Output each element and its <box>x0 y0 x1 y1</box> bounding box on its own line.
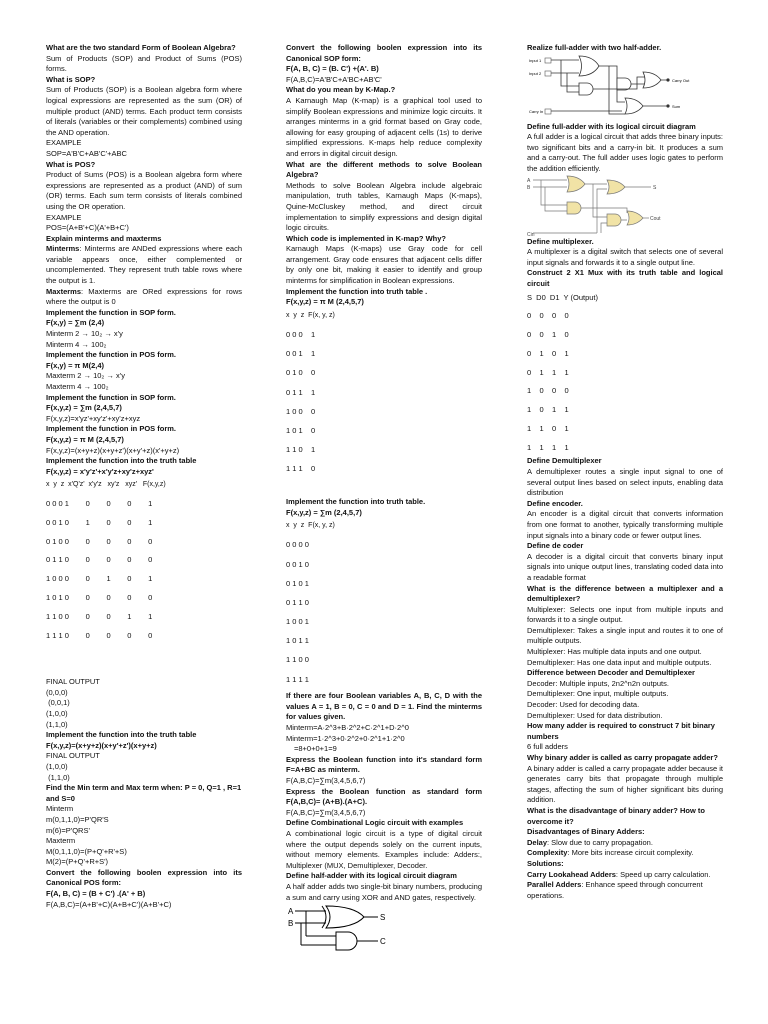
term-text: : More bits increase circuit complexity. <box>567 848 694 858</box>
full-adder-diagram <box>527 175 723 237</box>
question: Implement the function into truth table . <box>286 286 428 296</box>
answer: Multiplexer: Has multiple data inputs and one output. <box>527 647 702 657</box>
table-row: 1 1 1 0 0 0 0 0 <box>46 630 153 640</box>
column-1 <box>46 43 242 910</box>
input2-label: Input 2 <box>529 70 542 76</box>
term-text: : Slow due to carry propagation. <box>547 837 653 847</box>
step: F(A,B,C)=A'B'C+A'BC+AB'C' <box>286 74 382 84</box>
table-row: 0 1 1 1 <box>527 367 569 377</box>
step: Minterm=1·2^3+0·2^2+0·2^1+1·2^0 <box>286 733 405 743</box>
truth-table-header: x y z F(x, y, z) <box>286 311 335 319</box>
example: SOP=A'B'C+AB'C'+ABC <box>46 148 127 158</box>
sum-label: Sum <box>672 103 681 109</box>
step: Maxterm 2 → 10₂ → x'y <box>46 371 125 381</box>
final-item: (1,1,0) <box>46 719 68 729</box>
step: F(A,B,C)=(A+B'+C)(A+B+C')(A+B'+C) <box>46 899 172 909</box>
answer: A Karnaugh Map (K-map) is a graphical tool used to simplify Boolean expressions and minimize logic circuits. It arranges minterms in a grid format based on Gray code, allowing for easy grouping of adjacent cells (1s) to derive simplified expressions. K-maps help reduce complexity and errors in digital circuit design. <box>286 95 482 158</box>
answer: Demultiplexer: Takes a single input and routes it to one of multiple outputs. <box>527 625 723 646</box>
answer: An encoder is a digital circuit that converts information from one format to another, typically transforming multiple input signals into a binary code or fewer output lines. <box>527 509 723 540</box>
function: F(x,y) = π M(2,4) <box>46 360 105 370</box>
table-row: 1 1 0 0 <box>286 655 309 665</box>
truth-table <box>286 330 482 475</box>
example-label: EXAMPLE <box>46 212 82 222</box>
step: Maxterm 4 → 100₂ <box>46 382 109 391</box>
question: Express the Boolean function into it's standard form F=A+BC as minterm. <box>286 754 482 775</box>
step: m(0,1,1,0)=P'QR'S <box>46 814 109 824</box>
table-row: 1 1 0 1 <box>527 424 569 433</box>
question: Define multiplexer. <box>527 236 594 246</box>
question: Convert the following boolen expression into its Canonical POS form: <box>46 867 242 888</box>
final-item: (1,0,0) <box>46 708 68 718</box>
step: F(A,B,C)=∑m(3,4,5,6,7) <box>286 775 366 785</box>
table-row: 1 0 0 1 <box>286 617 309 627</box>
table-row: 1 1 1 1 <box>286 674 309 684</box>
output-s-label: S <box>380 913 386 923</box>
step: Minterm 4 → 100₂ <box>46 339 107 349</box>
subheading: Solutions: <box>527 858 564 868</box>
answer: Demultiplexer: Has one data input and multiple outputs. <box>527 657 712 667</box>
question: What is SOP? <box>46 74 96 84</box>
answer: Decoder: Used for decoding data. <box>527 700 640 710</box>
xor-gate-icon <box>579 56 599 76</box>
question: Define de coder <box>527 541 584 551</box>
term-label: Parallel Adders <box>527 880 582 890</box>
table-row: 0 1 1 0 <box>286 597 309 607</box>
output-cout-label: Cout <box>650 215 661 222</box>
answer: A demultiplexer routes a single input signal to one of several output lines based on select inputs, enabling data distribution <box>527 466 723 498</box>
step: M(2)=(P+Q'+R+S') <box>46 857 109 867</box>
term-label: Maxterms <box>46 286 82 296</box>
answer: Demultiplexer: One input, multiple outputs. <box>527 689 669 699</box>
function: F(x,y,z) = π M (2,4,5,7) <box>286 297 364 307</box>
answer: Sum of Products (SOP) and Product of Sums (POS) forms. <box>46 53 242 74</box>
question: Express the Boolean function as standard form F(A,B,C)= (A+B).(A+C). <box>286 786 482 807</box>
table-row: 0 1 1 1 <box>286 387 316 397</box>
table-row: 0 0 0 1 <box>286 330 316 340</box>
carry-in-label: Carry In <box>529 108 544 114</box>
input-a-label: A <box>527 177 531 184</box>
half-adder-diagram <box>286 903 482 953</box>
table-row: 0 1 0 0 0 0 0 0 <box>46 536 153 546</box>
question: Define Demultiplexer <box>527 456 602 466</box>
table-row: 1 1 0 1 <box>286 445 316 455</box>
step: M(0,1,1,0)=(P+Q'+R'+S) <box>46 846 127 856</box>
final-item: (1,0,0) <box>46 761 68 771</box>
table-row: 1 0 1 0 0 0 0 0 <box>46 593 153 603</box>
question: What is the disadvantage of binary adder? How to overcome it? <box>527 805 705 826</box>
question: What are the two standard Form of Boolean Algebra? <box>46 43 236 52</box>
table-row: 0 0 1 0 <box>527 330 569 340</box>
table-row: 1 0 0 0 <box>286 406 316 416</box>
answer: Decoder: Multiple inputs, 2n2^n2n outputs. <box>527 678 669 688</box>
answer: A combinational logic circuit is a type of digital circuit where the output depends solely on the current inputs, without memory elements. Examples include: Adders:, Multiplexer (MUX, Demultiplexer, Decoder. <box>286 828 482 870</box>
step: F(A,B,C)=∑m(3,4,5,6,7) <box>286 807 366 817</box>
question: What are the different methods to solve Boolean Algebra? <box>286 159 482 180</box>
input1-label: Input 1 <box>529 57 542 63</box>
mux-truth-table <box>527 311 723 453</box>
function: F(x,y,z) = x'y'z'+x'y'z+xy'z+xyz' <box>46 466 154 476</box>
question: Difference between Decoder and Demultiplexer <box>527 668 695 678</box>
and-gate-icon <box>617 78 631 90</box>
answer: 6 full adders <box>527 742 568 752</box>
answer <box>527 838 723 849</box>
answer <box>527 880 723 901</box>
question: How many adder is required to construct 7 bit binary numbers <box>527 721 715 741</box>
answer: A decoder is a digital circuit that converts binary input signals into unique output lines, translating coded data into a readable format <box>527 551 723 582</box>
answer: A full adder is a logical circuit that adds three binary inputs: two significant bits and a carry-in bit. It produces a sum and a carry-out. The full adder uses logic gates to perform the addition efficiently. <box>527 132 723 173</box>
table-row: 1 0 1 1 <box>527 405 569 415</box>
table-row: 1 1 1 0 <box>286 464 316 474</box>
table-row: 1 0 0 0 0 1 0 1 <box>46 574 153 584</box>
truth-table <box>286 540 482 685</box>
table-row: 0 0 1 1 <box>286 349 316 359</box>
term-label: Carry Lookahead Adders <box>527 869 616 879</box>
question: Define encoder. <box>527 498 583 508</box>
truth-table-header: S D0 D1 Y (Output) <box>527 292 599 302</box>
function: F(x,y,z) = ∑m (2,4,5,7) <box>286 507 362 517</box>
question: Define half-adder with its logical circuit diagram <box>286 871 457 881</box>
table-row: 0 0 1 0 <box>286 559 309 569</box>
answer: Product of Sums (POS) is a Boolean algebra form where expressions are represented as a product (AND) of sum (OR) terms. Each sum term consists of literals combined using the OR operation. <box>46 170 242 211</box>
term-text: : Enhance speed through concurrent operations. <box>527 880 703 900</box>
table-row: 0 0 0 0 <box>527 311 569 321</box>
function: F(A, B, C) = (B. C') +(A'. B) <box>286 64 379 74</box>
term-text: : Speed up carry calculation. <box>615 869 711 879</box>
subheading: Disadvantages of Binary Adders: <box>527 827 645 837</box>
question: Implement the function in POS form. <box>46 424 177 434</box>
answer: Multiplexer: Selects one input from multiple inputs and forwards it to a single output. <box>527 604 723 625</box>
function: F(x,y,z) = ∑m (2,4,5,7) <box>46 403 122 413</box>
answer <box>527 870 723 881</box>
question: Realize full-adder with two half-adder. <box>527 43 662 52</box>
question: What is POS? <box>46 159 96 169</box>
question: Convert the following boolen expression into its Canonical SOP form: <box>286 43 482 63</box>
question: Which code is implemented in K-map? Why? <box>286 233 447 243</box>
function: F(A, B, C) = (B + C') .(A' + B) <box>46 889 146 899</box>
table-row: 1 0 1 1 <box>286 636 309 646</box>
output-c-label: C <box>380 937 386 947</box>
input-a-label: A <box>288 907 294 917</box>
table-row: 0 0 1 0 1 0 0 1 <box>46 517 153 527</box>
function: F(x,y,z)=(x+y+z)(x+y'+z')(x+y+z) <box>46 740 157 750</box>
answer <box>527 848 723 859</box>
table-row: 0 1 0 1 <box>527 348 569 358</box>
table-row: 0 0 0 0 <box>286 540 309 550</box>
full-adder-half-adders-diagram <box>527 54 723 122</box>
question: Implement the function into the truth table <box>46 456 197 466</box>
table-row: 0 1 0 1 <box>286 578 309 588</box>
term-label: Delay <box>527 837 548 847</box>
question: Define full-adder with its logical circuit diagram <box>527 121 696 131</box>
label: Maxterm <box>46 836 76 846</box>
truth-table-header: x y z x'Q'z' x'y'z xy'z xyz' F(x,y,z) <box>46 481 166 489</box>
input-b-label: B <box>527 184 531 191</box>
question: Implement the function in POS form. <box>46 350 177 360</box>
question: Explain minterms and maxterms <box>46 233 162 243</box>
term-label: Complexity <box>527 848 568 858</box>
step: Minterm=A·2^3+B·2^2+C·2^1+D·2^0 <box>286 723 409 732</box>
question: Construct 2 X1 Mux with its truth table and logical circuit <box>527 268 723 288</box>
step: F(x,y,z)=(x+y+z)(x+y+z')(x+y'+z)(x'+y+z) <box>46 445 180 455</box>
question: If there are four Boolean variables A, B, C, D with the values A = 1, B = 0, C = 0 and D = 1. Find the minterms for values given. <box>286 691 482 722</box>
answer: A multiplexer is a digital switch that selects one of several input signals and forwards it to a single output line. <box>527 247 723 267</box>
and-gate-icon <box>336 932 357 950</box>
spacer <box>46 641 242 677</box>
question: Implement the function into truth table. <box>286 496 426 506</box>
spacer <box>286 475 482 497</box>
table-row: 0 0 0 1 0 0 0 1 <box>46 499 153 509</box>
answer: A half adder adds two single-bit binary numbers, producing a sum and carry using XOR and AND gates, respectively. <box>286 881 482 902</box>
final-label: FINAL OUTPUT <box>46 751 100 761</box>
table-row: 0 1 0 0 <box>286 368 316 378</box>
step: F(x,y,z)=x'yz'+xy'z'+xy'z+xyz <box>46 413 141 423</box>
table-row: 1 0 0 0 <box>527 386 569 396</box>
example: POS=(A+B'+C)(A'+B+C') <box>46 223 129 233</box>
answer <box>46 244 242 286</box>
term-text: : Maxterms are ORed expressions for rows where the output is 0 <box>46 286 242 307</box>
answer: A binary adder is called a carry propagate adder because it generates carry bits that propagate through multiple stages, affecting the sum of higher significant bits during addition. <box>527 763 723 805</box>
final-item: (1,1,0) <box>46 772 70 782</box>
function: F(x,y,z) = π M (2,4,5,7) <box>46 434 124 444</box>
answer: Demultiplexer: Used for data distribution. <box>527 710 663 720</box>
and-gate-icon <box>579 83 593 95</box>
input-b-label: B <box>288 919 294 929</box>
question: Implement the function in SOP form. <box>46 392 176 402</box>
question: Find the Min term and Max term when: P = 0, Q=1 , R=1 and S=0 <box>46 783 242 803</box>
example-label: EXAMPLE <box>46 138 82 148</box>
function: F(x,y) = ∑m (2,4) <box>46 318 105 328</box>
column-2 <box>286 43 482 953</box>
final-label: FINAL OUTPUT <box>46 677 100 687</box>
step: m(6)=P'QRS' <box>46 825 90 835</box>
column-3 <box>527 43 723 901</box>
answer <box>46 287 242 308</box>
label: Minterm <box>46 804 74 814</box>
question: What do you mean by K-Map.? <box>286 85 396 95</box>
term-text: : Minterms are ANDed expressions where each variable appears once, either complemented or uncomplemented. They represent truth table rows where the output is 1. <box>46 244 242 286</box>
table-row: 0 1 1 0 0 0 0 0 <box>46 555 153 565</box>
question: Implement the function in SOP form. <box>46 307 176 317</box>
question: What is the difference between a multiplexer and a demultiplexer? <box>527 583 723 604</box>
xor-gate-icon <box>625 98 643 114</box>
table-row: 1 0 1 0 <box>286 425 316 435</box>
answer: Karnaugh Maps (K-maps) use Gray code for cell arrangement. Gray code ensures that adjacent cells differ by only one bit, making it easier to identify and group minterms for simplification in Boolean expressions. <box>286 244 482 286</box>
final-item: (0,0,0) <box>46 687 68 697</box>
question: Define Combinational Logic circuit with examples <box>286 818 464 828</box>
xor-gate-icon <box>322 906 326 928</box>
or-gate-icon <box>643 72 661 88</box>
answer: Sum of Products (SOP) is a Boolean algebra form where logical expressions are represented as the sum (OR) of multiple product (AND) terms. Each product term consists of literals (variables or their complements) combined using the AND operation. <box>46 85 242 137</box>
carry-out-label: Carry Out <box>672 77 690 83</box>
step: Minterm 2 → 10₂ → x'y <box>46 329 123 339</box>
table-row: 1 1 0 0 0 0 1 1 <box>46 611 153 621</box>
question: Why binary adder is called as carry propagate adder? <box>527 753 718 762</box>
answer: Methods to solve Boolean Algebra include algebraic manipulation, truth tables, Karnaugh Maps (K-maps), Quine-McCluskey method, and direct circuit implementation to simplify expressions and design digital logic circuits. <box>286 180 482 233</box>
term-label: Minterms <box>46 244 80 254</box>
truth-table-header: x y z F(x, y, z) <box>286 522 335 530</box>
output-s-label: S <box>653 184 657 191</box>
step: =8+0+0+1=9 <box>294 744 337 754</box>
truth-table <box>46 499 242 641</box>
table-row: 1 1 1 1 <box>527 442 569 452</box>
final-item: (0,0,1) <box>46 698 70 708</box>
input-cin-label: Cin <box>527 231 535 237</box>
question: Implement the function into the truth table <box>46 730 197 740</box>
